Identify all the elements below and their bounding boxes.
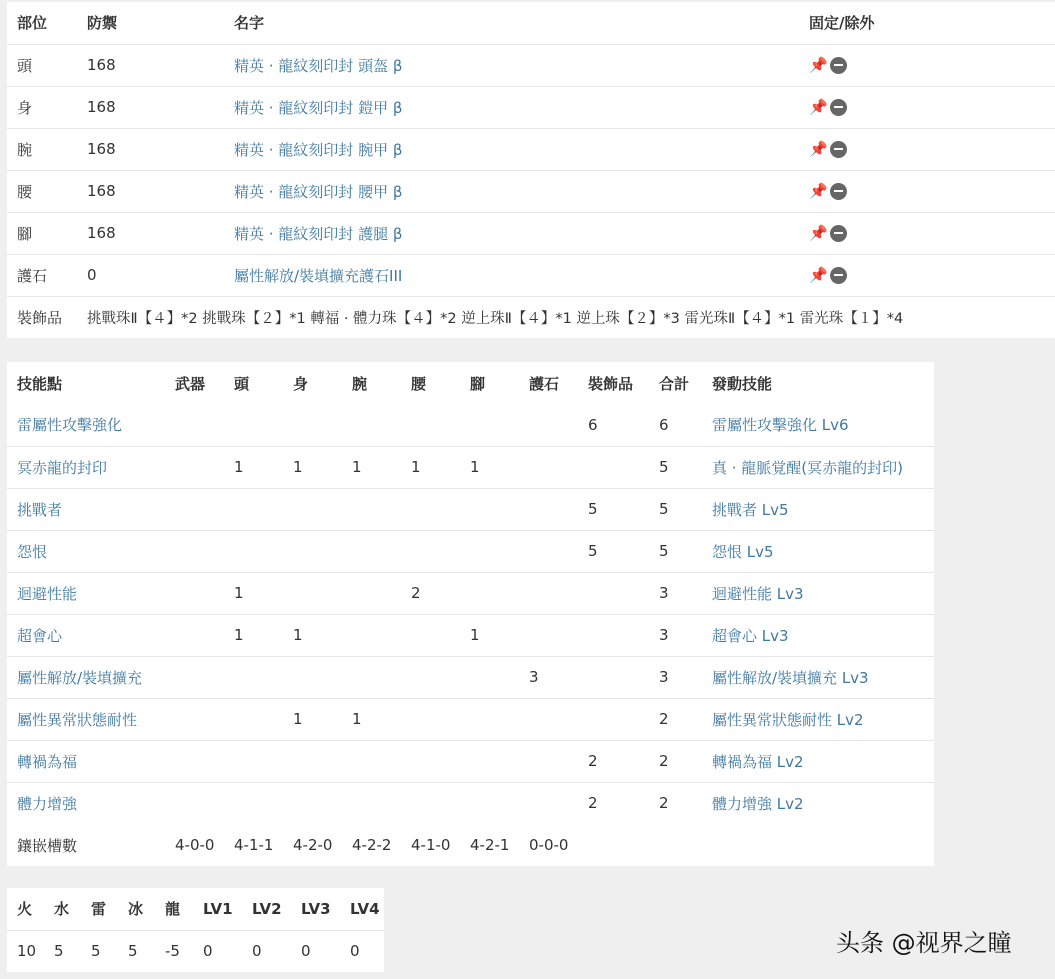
defense-cell: 168 (87, 224, 116, 242)
skill-waist-cell: 2 (411, 584, 421, 602)
skill-charm-cell (519, 698, 578, 740)
skill-row (7, 404, 934, 446)
skill-row (7, 614, 934, 656)
skill-name-link[interactable]: 冥赤龍的封印 (17, 458, 108, 477)
active-skill-link[interactable]: 轉禍為福 Lv2 (712, 752, 804, 771)
defense-cell: 168 (87, 140, 116, 158)
header-thunder: 雷 (91, 900, 107, 919)
skill-weapon-cell (165, 614, 224, 656)
skill-leg-cell (460, 698, 519, 740)
header-ice: 冰 (128, 900, 144, 919)
skill-waist-cell (401, 740, 460, 782)
skill-weapon-cell (165, 446, 224, 488)
skill-name-link[interactable]: 超會心 (17, 626, 63, 645)
skill-waist-cell: 1 (411, 458, 421, 476)
skill-charm-cell (519, 740, 578, 782)
header-lv1: LV1 (203, 899, 233, 918)
header-fix-exclude: 固定/除外 (809, 14, 875, 33)
skill-waist-cell (401, 488, 460, 530)
header-weapon: 武器 (175, 374, 206, 393)
skill-body-cell: 1 (293, 710, 303, 728)
skill-total-cell: 2 (659, 710, 669, 728)
skill-body-cell (283, 530, 342, 572)
skill-deco-cell: 5 (588, 500, 598, 518)
skill-arm-cell (342, 614, 401, 656)
skill-weapon-cell (165, 488, 224, 530)
skill-row (7, 530, 934, 572)
equipment-header-row (7, 2, 1055, 44)
slots-body: 4-2-0 (293, 836, 333, 854)
active-skill-link[interactable]: 真 · 龍脈覚醒(冥赤龍的封印) (712, 458, 904, 477)
skill-deco-cell: 6 (588, 415, 598, 434)
skill-charm-cell (519, 782, 578, 824)
skill-charm-cell: 3 (529, 668, 539, 686)
skill-waist-cell (401, 698, 460, 740)
skill-name-link[interactable]: 挑戰者 (17, 500, 63, 519)
skill-total-cell: 5 (659, 500, 669, 518)
resist-table (7, 888, 384, 972)
fix-exclude-cell (799, 170, 1055, 212)
skill-deco-cell (578, 698, 649, 740)
skill-charm-cell (519, 572, 578, 614)
part-cell: 護石 (17, 266, 48, 285)
skill-rows (7, 404, 934, 824)
slots-weapon: 4-0-0 (175, 836, 215, 854)
header-lv4: LV4 (350, 899, 380, 918)
defense-cell: 0 (87, 266, 97, 284)
equipment-row-decorations (7, 296, 1055, 338)
skill-waist-cell (401, 782, 460, 824)
skill-leg-cell (460, 488, 519, 530)
header-skill: 技能點 (17, 374, 63, 393)
pin-icon[interactable]: 📌 (809, 224, 828, 243)
armor-name-link[interactable]: 精英 · 龍紋刻印封 腰甲 β (234, 182, 403, 201)
header-lv2: LV2 (252, 899, 282, 918)
skill-deco-cell: 2 (588, 794, 598, 813)
equipment-row-head (7, 44, 1055, 86)
header-body: 身 (293, 374, 309, 393)
skill-deco-cell (578, 656, 649, 698)
pin-icon[interactable]: 📌 (809, 266, 828, 285)
skill-leg-cell (460, 740, 519, 782)
skill-head-cell (224, 698, 283, 740)
slots-arm: 4-2-2 (352, 836, 392, 854)
minus-circle-icon[interactable] (830, 183, 847, 200)
skill-total-cell: 2 (659, 794, 669, 813)
watermark: 头条 @视界之瞳 (836, 929, 1012, 957)
fix-exclude-cell (799, 44, 1055, 86)
skill-name-link[interactable]: 屬性解放/裝填擴充 (17, 668, 143, 687)
skill-arm-cell (342, 404, 401, 446)
resist-header-row (7, 888, 384, 930)
equipment-row-charm (7, 254, 1055, 296)
skill-head-cell: 1 (234, 584, 244, 602)
resist-water: 5 (54, 942, 64, 961)
skill-body-cell (283, 572, 342, 614)
header-charm: 護石 (529, 374, 560, 393)
skill-head-cell: 1 (234, 458, 244, 476)
header-lv3: LV3 (301, 899, 331, 918)
header-fire: 火 (17, 900, 33, 919)
skill-row (7, 698, 934, 740)
skill-weapon-cell (165, 530, 224, 572)
skill-charm-cell (519, 488, 578, 530)
slots-row (7, 824, 934, 866)
header-arm: 腕 (352, 374, 368, 393)
deco-list: 挑戰珠Ⅱ【４】*2 挑戰珠【２】*1 轉福 · 體力珠【４】*2 逆上珠Ⅱ【４】*1 逆上珠【２】*3 雷光珠Ⅱ【４】*1 雷光珠【１】*4 (87, 310, 904, 327)
resist-lv2: 0 (252, 942, 262, 961)
active-skill-link[interactable]: 體力增強 Lv2 (712, 794, 804, 813)
slots-head: 4-1-1 (234, 836, 274, 854)
header-leg: 腳 (470, 374, 486, 393)
slots-empty (649, 824, 702, 866)
skill-head-cell (224, 656, 283, 698)
equipment-table (7, 2, 1055, 338)
skill-body-cell (283, 656, 342, 698)
armor-name-link[interactable]: 精英 · 龍紋刻印封 鎧甲 β (234, 98, 403, 117)
active-skill-link[interactable]: 挑戰者 Lv5 (712, 500, 789, 519)
skill-leg-cell (460, 572, 519, 614)
skill-charm-cell (519, 446, 578, 488)
skill-weapon-cell (165, 404, 224, 446)
part-cell: 腰 (17, 182, 33, 201)
skill-arm-cell: 1 (352, 458, 362, 476)
skills-header-row (7, 362, 934, 404)
skill-row (7, 488, 934, 530)
skill-row (7, 740, 934, 782)
skill-total-cell: 3 (659, 584, 669, 602)
resist-ice: 5 (128, 942, 138, 961)
minus-circle-icon[interactable] (830, 57, 847, 74)
skill-total-cell: 6 (659, 415, 669, 434)
pin-icon[interactable]: 📌 (809, 98, 828, 117)
skill-total-cell: 3 (659, 626, 669, 644)
skill-leg-cell (460, 656, 519, 698)
skill-body-cell (283, 488, 342, 530)
slots-leg: 4-2-1 (470, 836, 510, 854)
skill-name-link[interactable]: 屬性異常狀態耐性 (17, 710, 138, 729)
skill-weapon-cell (165, 698, 224, 740)
slots-empty (702, 824, 934, 866)
slots-waist: 4-1-0 (411, 836, 451, 854)
skill-waist-cell (401, 614, 460, 656)
skill-arm-cell (342, 782, 401, 824)
fix-exclude-cell (799, 128, 1055, 170)
skill-row (7, 446, 934, 488)
header-total: 合計 (659, 374, 690, 393)
slots-empty (578, 824, 649, 866)
fix-exclude-cell (799, 212, 1055, 254)
skill-name-link[interactable]: 雷屬性攻擊強化 (17, 416, 123, 435)
header-waist: 腰 (411, 374, 427, 393)
defense-cell: 168 (87, 98, 116, 116)
skill-charm-cell (519, 614, 578, 656)
part-cell: 腕 (17, 140, 33, 159)
skill-leg-cell (460, 404, 519, 446)
skills-table (7, 362, 934, 866)
header-active-skill: 發動技能 (712, 374, 773, 393)
skill-leg-cell: 1 (470, 458, 480, 476)
skill-total-cell: 2 (659, 752, 669, 770)
minus-circle-icon[interactable] (830, 267, 847, 284)
active-skill-link[interactable]: 屬性解放/裝填擴充 Lv3 (712, 668, 869, 687)
skill-row (7, 782, 934, 824)
pin-icon[interactable]: 📌 (809, 140, 828, 159)
resist-lv3: 0 (301, 942, 311, 961)
resist-fire: 10 (17, 942, 37, 961)
skill-name-link[interactable]: 怨恨 (17, 542, 48, 561)
skill-name-link[interactable]: 轉禍為福 (17, 752, 78, 771)
skill-charm-cell (519, 404, 578, 446)
active-skill-link[interactable]: 迴避性能 Lv3 (712, 584, 804, 603)
header-defense: 防禦 (87, 14, 118, 33)
active-skill-link[interactable]: 超會心 Lv3 (712, 626, 789, 645)
active-skill-link[interactable]: 雷屬性攻擊強化 Lv6 (712, 416, 849, 435)
header-head: 頭 (234, 374, 250, 393)
equipment-row-leg (7, 212, 1055, 254)
skill-arm-cell (342, 572, 401, 614)
active-skill-link[interactable]: 屬性異常狀態耐性 Lv2 (712, 710, 864, 729)
defense-cell: 168 (87, 182, 116, 200)
skill-body-cell: 1 (293, 458, 303, 476)
skill-weapon-cell (165, 782, 224, 824)
skill-weapon-cell (165, 656, 224, 698)
skill-head-cell (224, 782, 283, 824)
equipment-row-arm (7, 128, 1055, 170)
skill-deco-cell: 5 (588, 542, 598, 560)
skill-leg-cell (460, 530, 519, 572)
skill-arm-cell (342, 488, 401, 530)
resist-dragon: -5 (165, 942, 180, 961)
skill-arm-cell (342, 530, 401, 572)
skill-name-link[interactable]: 體力增強 (17, 794, 78, 813)
skill-waist-cell (401, 530, 460, 572)
deco-label: 裝飾品 (17, 308, 63, 327)
resist-thunder: 5 (91, 942, 101, 961)
defense-cell: 168 (87, 56, 116, 74)
minus-circle-icon[interactable] (830, 99, 847, 116)
skill-waist-cell (401, 656, 460, 698)
skill-weapon-cell (165, 572, 224, 614)
armor-name-link[interactable]: 精英 · 龍紋刻印封 腕甲 β (234, 140, 403, 159)
skill-body-cell (283, 782, 342, 824)
skill-body-cell (283, 740, 342, 782)
slots-label: 鑲嵌槽數 (17, 836, 78, 855)
skill-deco-cell: 2 (588, 752, 598, 770)
skill-waist-cell (401, 404, 460, 446)
armor-name-link[interactable]: 精英 · 龍紋刻印封 護腿 β (234, 224, 403, 243)
skill-leg-cell: 1 (470, 626, 480, 644)
charm-name-link[interactable]: 屬性解放/裝填擴充護石III (234, 266, 403, 285)
resist-lv4: 0 (350, 942, 360, 961)
resist-lv1: 0 (203, 942, 213, 961)
skill-name-link[interactable]: 迴避性能 (17, 584, 78, 603)
header-name: 名字 (234, 14, 265, 33)
part-cell: 身 (17, 98, 33, 117)
armor-name-link[interactable]: 精英 · 龍紋刻印封 頭盔 β (234, 56, 403, 75)
skill-head-cell (224, 488, 283, 530)
skill-head-cell (224, 740, 283, 782)
skill-total-cell: 5 (659, 458, 669, 476)
skill-row (7, 656, 934, 698)
part-cell: 腳 (17, 224, 33, 243)
skill-body-cell: 1 (293, 626, 303, 644)
skill-leg-cell (460, 782, 519, 824)
fix-exclude-cell (799, 86, 1055, 128)
skill-head-cell (224, 404, 283, 446)
skill-weapon-cell (165, 740, 224, 782)
part-cell: 頭 (17, 56, 33, 75)
skill-row (7, 572, 934, 614)
skill-charm-cell (519, 530, 578, 572)
equipment-row-waist (7, 170, 1055, 212)
minus-circle-icon[interactable] (830, 225, 847, 242)
skill-arm-cell (342, 656, 401, 698)
header-part: 部位 (17, 14, 48, 33)
slots-charm: 0-0-0 (529, 836, 569, 854)
fix-exclude-cell (799, 254, 1055, 296)
header-dragon: 龍 (165, 900, 181, 919)
pin-icon[interactable]: 📌 (809, 182, 828, 201)
skill-arm-cell (342, 740, 401, 782)
skill-body-cell (283, 404, 342, 446)
skill-total-cell: 5 (659, 542, 669, 560)
pin-icon[interactable]: 📌 (809, 56, 828, 75)
minus-circle-icon[interactable] (830, 141, 847, 158)
skill-deco-cell (578, 446, 649, 488)
active-skill-link[interactable]: 怨恨 Lv5 (712, 542, 774, 561)
skill-head-cell: 1 (234, 626, 244, 644)
skill-deco-cell (578, 614, 649, 656)
skill-total-cell: 3 (659, 668, 669, 686)
skill-head-cell (224, 530, 283, 572)
resist-values-row (7, 930, 384, 972)
header-deco: 裝飾品 (588, 374, 634, 393)
skill-deco-cell (578, 572, 649, 614)
skill-arm-cell: 1 (352, 710, 362, 728)
header-water: 水 (54, 900, 70, 919)
equipment-row-body (7, 86, 1055, 128)
